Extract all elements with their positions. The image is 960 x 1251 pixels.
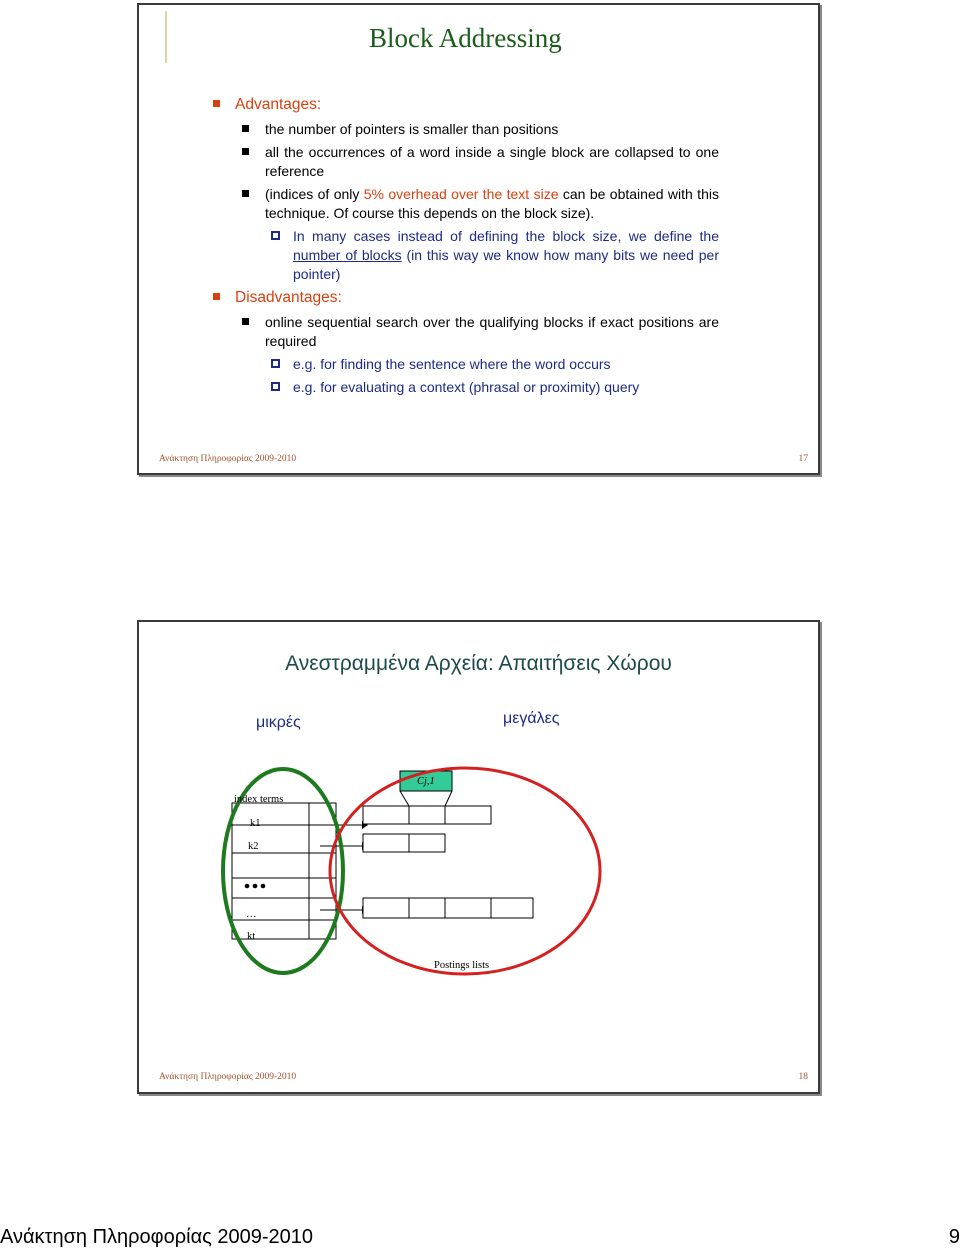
disadvantage-subitem: e.g. for evaluating a context (phrasal or proximity) query (209, 378, 719, 397)
postings-lists-label: Postings lists (434, 960, 490, 971)
title-accent-line (165, 11, 167, 63)
slide-title: Block Addressing (369, 23, 562, 53)
term-k2: k2 (248, 841, 259, 852)
text-span: (indices of only (265, 186, 364, 202)
text-span: can be obtained with this technique. Of course this depends on the block size). (265, 186, 719, 221)
slide-footer-course: Ανάκτηση Πληροφορίας 2009-2010 (159, 1072, 297, 1082)
overhead-highlight: 5% overhead over the text size (363, 186, 559, 202)
term-ellipsis: … (246, 909, 257, 920)
slide-18 (137, 620, 820, 1094)
slide-17 (137, 3, 820, 475)
page-number: 9 (948, 1226, 960, 1248)
index-terms-label: index terms (234, 794, 284, 805)
slide-number: 17 (798, 454, 808, 464)
advantage-subitem (209, 227, 719, 284)
advantage-item: all the occurrences of a word inside a single block are collapsed to one reference (209, 143, 719, 181)
term-kt: kt (247, 931, 256, 942)
label-large: μεγάλες (503, 710, 560, 727)
disadvantage-item: online sequential search over the qualifying blocks if exact positions are required (209, 313, 719, 351)
disadvantages-heading: Disadvantages: (209, 288, 719, 307)
inverted-file-diagram (137, 620, 820, 1094)
term-k1: k1 (250, 818, 261, 829)
disadvantage-subitem: e.g. for finding the sentence where the word occurs (209, 355, 719, 374)
slide-footer-course: Ανάκτηση Πληροφορίας 2009-2010 (159, 454, 297, 464)
text-span: In many cases instead of defining the block size, we define the (293, 228, 719, 244)
slide-number: 18 (798, 1072, 808, 1082)
label-small: μικρές (256, 714, 301, 731)
red-oval (330, 768, 600, 974)
page-footer-course: Ανάκτηση Πληροφορίας 2009-2010 (0, 1226, 313, 1248)
slide-content (209, 95, 719, 401)
number-of-blocks-underlined: number of blocks (293, 247, 402, 263)
advantages-heading: Advantages: (209, 95, 719, 114)
text-span: (in this way we know how many bits we need per pointer) (293, 247, 719, 282)
cj1-label: Cj,1 (417, 776, 435, 787)
slide-title: Ανεστραμμένα Αρχεία: Απαιτήσεις Χώρου (285, 652, 672, 675)
advantage-item: the number of pointers is smaller than positions (209, 120, 719, 139)
advantage-item (209, 185, 719, 223)
